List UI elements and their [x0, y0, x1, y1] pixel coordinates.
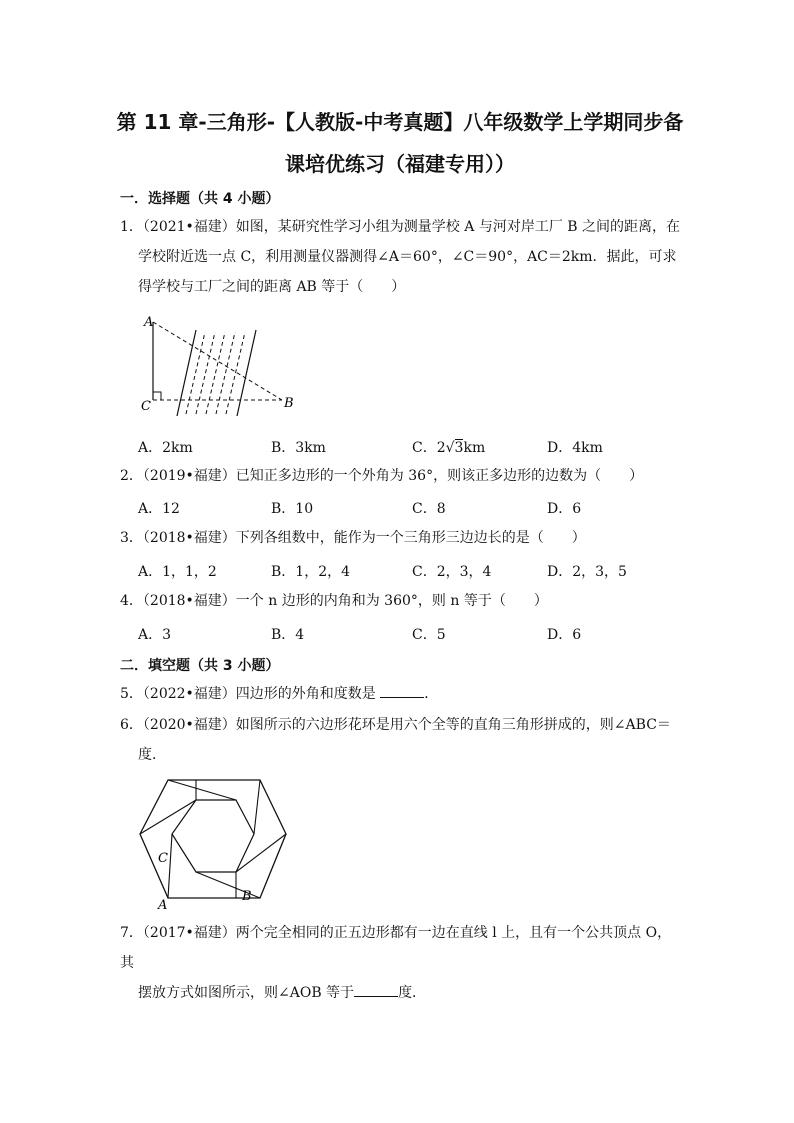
label-a: A	[144, 315, 154, 330]
question-text-line: 得学校与工厂之间的距离 AB 等于（ ）	[138, 279, 406, 295]
question-6	[120, 710, 680, 770]
option-c-unit: km	[463, 440, 486, 456]
option-c[interactable]: C．8	[412, 501, 446, 517]
document-title-line2: 课培优练习（福建专用））	[285, 152, 515, 176]
question-number: 5．	[120, 686, 143, 702]
question-number: 4．	[120, 593, 143, 609]
question-1	[120, 212, 680, 302]
question-number: 6．	[120, 717, 143, 733]
triangle-edge	[168, 834, 172, 898]
question-text-line: （2018•福建）一个 n 边形的内角和为 360°，则 n 等于（ ）	[142, 593, 548, 609]
figure-hexagon-ring	[132, 776, 292, 910]
question-tail: 度．	[398, 985, 427, 1001]
answer-blank[interactable]	[380, 683, 424, 698]
label-c: C	[158, 851, 168, 866]
sqrt-radicand: 3	[454, 440, 464, 456]
option-b[interactable]: B．1，2，4	[271, 564, 351, 580]
section-heading-choice: 一．选择题（共 4 小题）	[120, 191, 280, 207]
question-5	[120, 679, 680, 709]
label-b: B	[242, 889, 252, 904]
river-line	[216, 332, 235, 414]
question-text-line: （2020•福建）如图所示的六边形花环是用六个全等的直角三角形拼成的，则∠ABC＝	[142, 717, 671, 733]
option-b[interactable]: B．10	[271, 501, 314, 517]
option-a[interactable]: A．3	[138, 627, 172, 643]
option-d[interactable]: D．2，3，5	[547, 564, 627, 580]
label-b: B	[284, 396, 294, 411]
option-d[interactable]: D．4km	[547, 440, 603, 456]
river-line	[206, 332, 225, 414]
option-d[interactable]: D．6	[547, 627, 582, 643]
question-tail: ．	[424, 686, 439, 702]
option-c[interactable]: C．2，3，4	[412, 564, 492, 580]
question-number: 2．	[120, 468, 143, 484]
options-q4	[138, 624, 698, 646]
question-text-line: （2022•福建）四边形的外角和度数是	[142, 686, 376, 702]
option-a[interactable]: A．1，1，2	[138, 564, 217, 580]
outer-hexagon	[140, 780, 286, 898]
document-title-line1: 第 11 章-三角形-【人教版-中考真题】八年级数学上学期同步备	[116, 110, 684, 134]
option-c[interactable]: C．5	[412, 627, 446, 643]
option-d[interactable]: D．6	[547, 501, 582, 517]
options-q1	[138, 437, 698, 459]
triangle-edge	[254, 780, 260, 834]
question-text-line: （2018•福建）下列各组数中，能作为一个三角形三边边长的是（ ）	[142, 530, 586, 546]
sqrt-symbol: √	[445, 440, 455, 456]
figure-river-triangle	[130, 308, 300, 420]
option-a[interactable]: A．2km	[138, 440, 193, 456]
label-c: C	[141, 399, 151, 414]
triangle-edge	[168, 780, 236, 800]
answer-blank[interactable]	[354, 982, 398, 997]
river-line	[186, 332, 205, 414]
question-number: 3．	[120, 530, 143, 546]
question-2	[120, 461, 680, 491]
label-a: A	[158, 898, 168, 910]
question-text-line: 学校附近选一点 C，利用测量仪器测得∠A＝60°，∠C＝90°，AC＝2km．据此，可求	[138, 249, 677, 265]
inner-hexagon	[172, 800, 254, 872]
question-4	[120, 586, 680, 616]
question-text-line: （2021•福建）如图，某研究性学习小组为测量学校 A 与河对岸工厂 B 之间的距离，在	[142, 219, 681, 235]
section-heading-fill: 二．填空题（共 3 小题）	[120, 658, 280, 674]
option-a[interactable]: A．12	[138, 501, 180, 517]
right-angle-mark	[153, 392, 161, 400]
river-line	[196, 332, 215, 414]
question-text-line: （2017•福建）两个完全相同的正五边形都有一边在直线 l 上，且有一个公共顶点 O，其	[120, 925, 672, 971]
question-number: 7．	[120, 925, 143, 941]
option-c-text: C．2	[412, 440, 446, 456]
question-3	[120, 523, 680, 553]
question-text-line: （2019•福建）已知正多边形的一个外角为 36°，则该正多边形的边数为（ ）	[142, 468, 644, 484]
question-text-line: 摆放方式如图所示，则∠AOB 等于	[138, 985, 355, 1001]
segment-ab	[153, 322, 282, 400]
option-b[interactable]: B．4	[271, 627, 305, 643]
river-line	[226, 332, 245, 414]
options-q3	[138, 561, 698, 583]
question-7	[120, 918, 680, 1008]
option-c[interactable]	[412, 437, 485, 457]
river-bank-right	[237, 330, 256, 416]
options-q2	[138, 498, 698, 520]
question-number: 1．	[120, 219, 143, 235]
question-text-line: 度．	[138, 747, 166, 763]
river-bank-left	[177, 330, 196, 416]
option-b[interactable]: B．3km	[271, 440, 326, 456]
